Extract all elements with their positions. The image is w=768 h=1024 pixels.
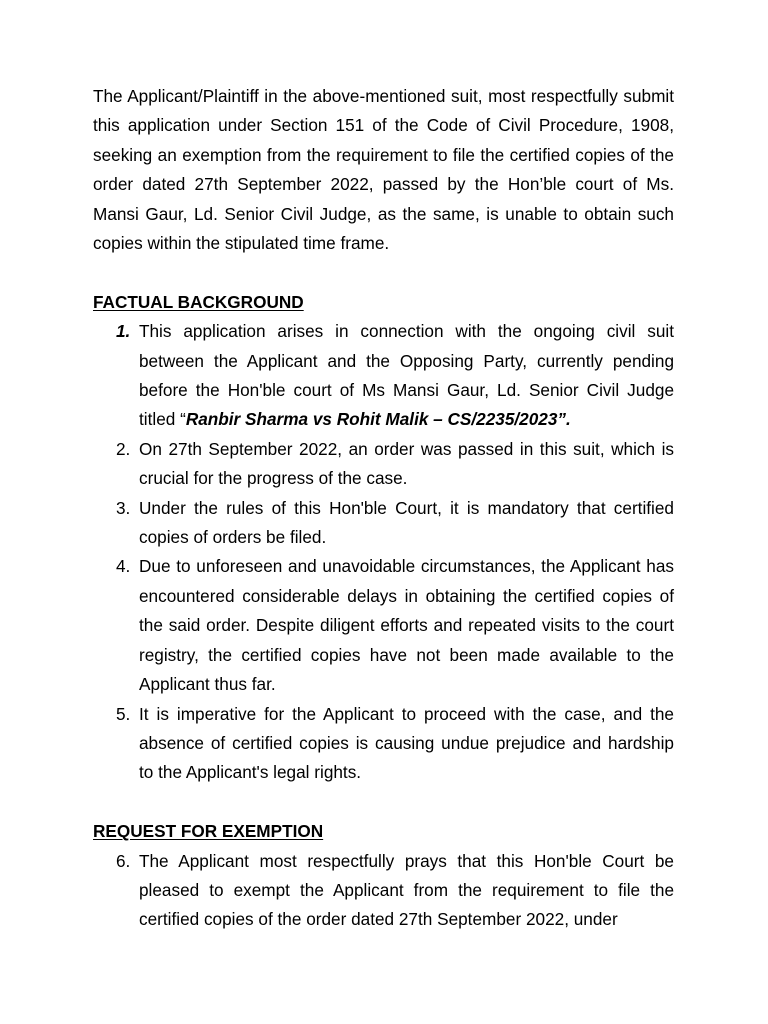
request-for-exemption-list <box>93 847 674 935</box>
spacer <box>93 258 674 287</box>
spacer <box>93 788 674 817</box>
item-number: 6. <box>116 850 131 871</box>
item-number: 1. <box>116 321 131 342</box>
list-item <box>93 700 674 788</box>
item-number: 2. <box>116 438 131 459</box>
list-item <box>93 847 674 935</box>
factual-background-list <box>93 317 674 788</box>
item-text: Under the rules of this Hon'ble Court, it is mandatory that certified copies of orders be filed. <box>139 497 674 548</box>
case-title: Ranbir Sharma vs Rohit Malik – CS/2235/2023”. <box>185 409 571 430</box>
list-item <box>93 552 674 699</box>
item-number: 5. <box>116 703 131 724</box>
list-item <box>93 317 674 435</box>
list-item <box>93 435 674 494</box>
item-text: Due to unforeseen and unavoidable circumstances, the Applicant has encountered considerable delays in obtaining the certified copies of the said order. Despite diligent efforts and repeated visits to the court registry, the certified copies have not been made available to the Applicant thus far. <box>139 556 674 695</box>
list-item <box>93 494 674 553</box>
item-text: The Applicant most respectfully prays that this Hon'ble Court be pleased to exempt the Applicant from the requirement to file the certified copies of the order dated 27th September 2022, under <box>139 850 674 930</box>
document-page <box>93 82 674 935</box>
intro-paragraph: The Applicant/Plaintiff in the above-mentioned suit, most respectfully submit this application under Section 151 of the Code of Civil Procedure, 1908, seeking an exemption from the requirement to file the certified copies of the order dated 27th September 2022, passed by the Hon’ble court of Ms. Mansi Gaur, Ld. Senior Civil Judge, as the same, is unable to obtain such copies within the stipulated time frame. <box>93 86 674 254</box>
item-number: 4. <box>116 556 131 577</box>
factual-background-heading: FACTUAL BACKGROUND <box>93 291 304 312</box>
item-text: This application arises in connection with the ongoing civil suit between the Applicant and the Opposing Party, currently pending before the Hon'ble court of Ms Mansi Gaur, Ld. Senior Civil Judge titled “ <box>139 321 674 430</box>
item-text: It is imperative for the Applicant to proceed with the case, and the absence of certified copies is causing undue prejudice and hardship to the Applicant's legal rights. <box>139 703 674 783</box>
item-number: 3. <box>116 497 131 518</box>
request-for-exemption-heading: REQUEST FOR EXEMPTION <box>93 821 324 842</box>
item-text: On 27th September 2022, an order was passed in this suit, which is crucial for the progress of the case. <box>139 438 674 489</box>
